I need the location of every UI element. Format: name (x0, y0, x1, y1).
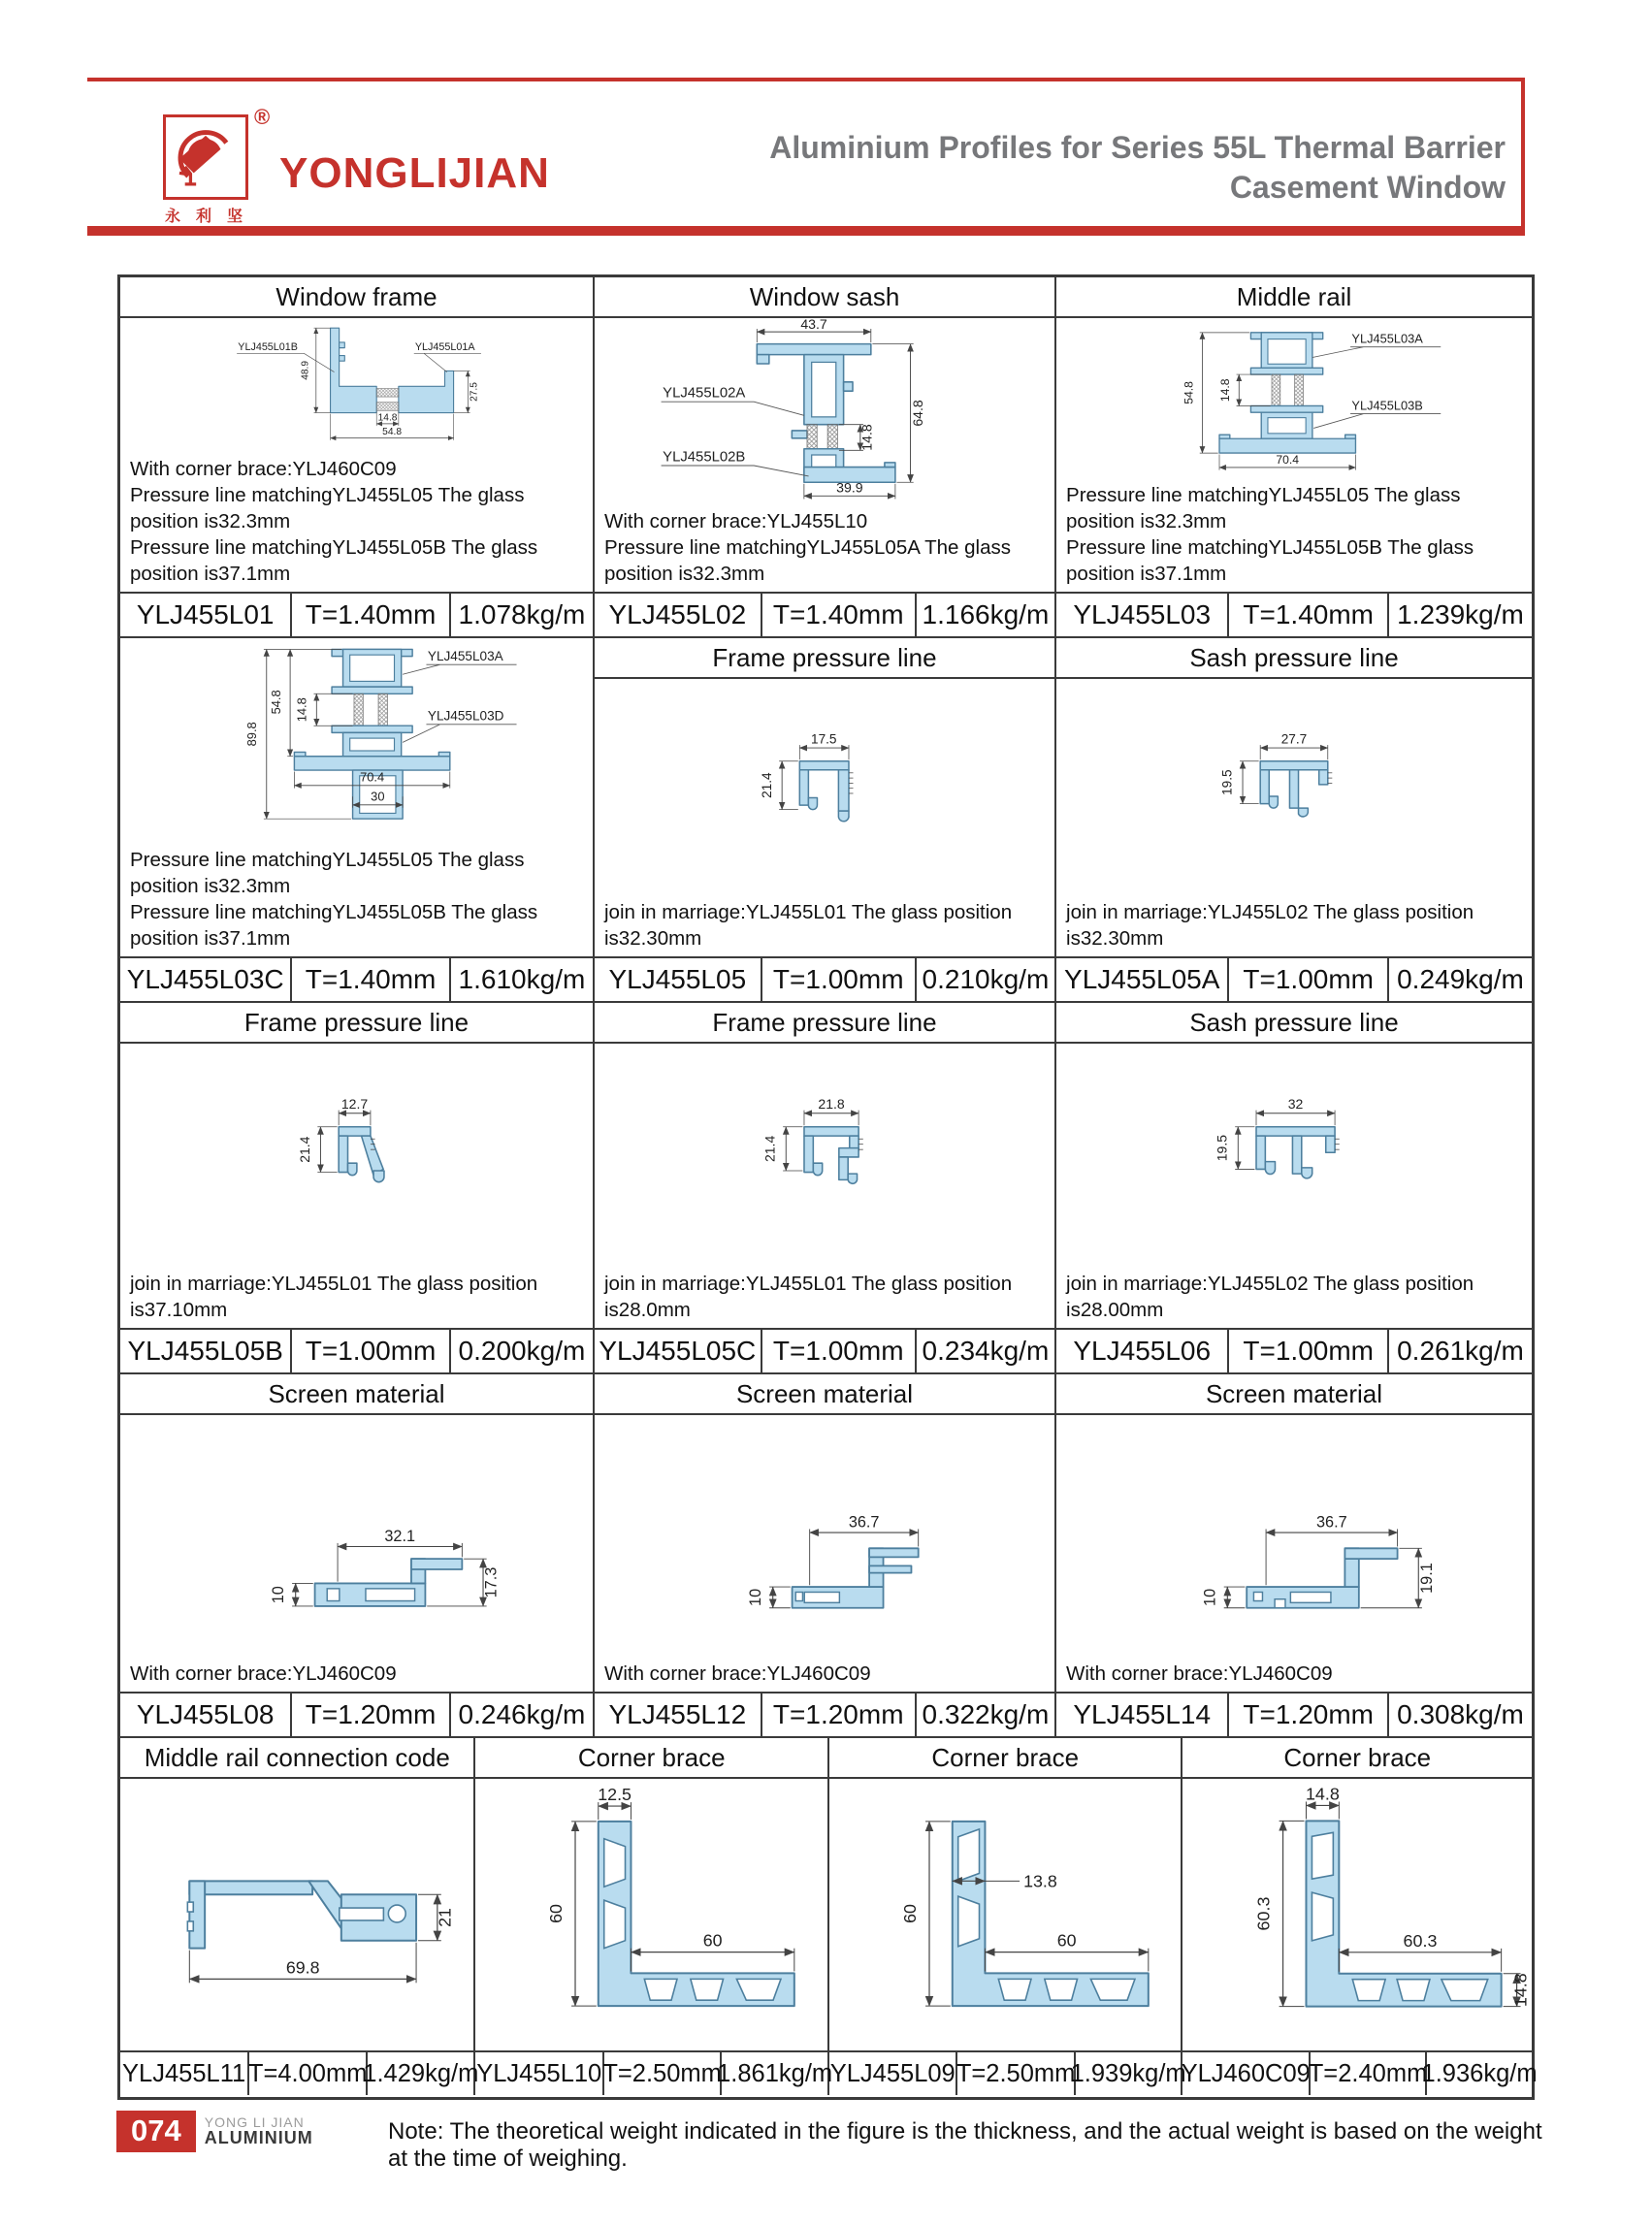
thickness: T=2.40mm (1309, 2052, 1427, 2095)
svg-text:21.4: 21.4 (759, 772, 774, 798)
cell-title: Frame pressure line (595, 1003, 1054, 1044)
svg-text:14.8: 14.8 (294, 697, 309, 723)
svg-text:60: 60 (1056, 1930, 1077, 1951)
weight: 0.246kg/m (458, 1699, 586, 1729)
cell-notes: join in marriage:YLJ455L01 The glass position is28.0mm (603, 1272, 1013, 1321)
profile-cell-ylj455l12 (595, 1374, 1056, 1736)
svg-text:21.4: 21.4 (761, 1135, 778, 1163)
profile-drawing (1182, 1779, 1532, 2050)
profile-cell-ylj455l09 (829, 1738, 1186, 2095)
cell-notes: join in marriage:YLJ455L01 The glass position is37.10mm (130, 1272, 538, 1321)
svg-text:69.8: 69.8 (285, 1957, 320, 1978)
model-code: YLJ455L03 (1073, 599, 1212, 629)
cell-footer (1056, 1692, 1532, 1736)
weight: 1.078kg/m (458, 599, 586, 629)
cell-title: Screen material (120, 1374, 593, 1415)
profile-drawing (829, 1779, 1182, 2050)
cell-footer (1056, 956, 1532, 1001)
footer-brand: YONG LI JIAN ALUMINIUM (204, 2113, 313, 2148)
profile-cell-ylj455l11 (120, 1738, 479, 2095)
svg-text:60: 60 (546, 1904, 567, 1923)
cell-footer (1056, 592, 1532, 636)
thickness: T=1.00mm (290, 1330, 451, 1372)
svg-text:21.4: 21.4 (296, 1136, 312, 1163)
cell-footer (595, 956, 1054, 1001)
thickness: T=1.20mm (761, 1694, 917, 1736)
table-row (120, 1738, 1538, 2095)
svg-text:70.4: 70.4 (360, 769, 385, 785)
part-label: YLJ455L02A (663, 385, 746, 402)
thickness: T=1.40mm (290, 958, 451, 1001)
profile-drawing (1056, 679, 1532, 899)
svg-text:54.8: 54.8 (269, 690, 284, 715)
model-code: YLJ455L03C (126, 964, 284, 994)
svg-text:17.5: 17.5 (811, 731, 837, 747)
cell-title: Corner brace (475, 1738, 827, 1779)
svg-text:60: 60 (703, 1930, 724, 1951)
svg-text:27.7: 27.7 (1280, 731, 1308, 747)
cell-footer (120, 1692, 593, 1736)
thickness: T=2.50mm (602, 2052, 722, 2095)
thickness: T=1.00mm (761, 958, 917, 1001)
cell-notes: With corner brace:YLJ460C09 (1066, 1661, 1333, 1685)
page-footer (116, 2111, 313, 2152)
cell-title: Sash pressure line (1056, 638, 1532, 679)
model-code: YLJ455L01 (136, 599, 275, 629)
page-number-badge: 074 (116, 2111, 196, 2152)
cell-notes: With corner brace:YLJ455L10 Pressure line matchingYLJ455L05A The glass position is32.3mm (603, 509, 1011, 585)
cell-title: Corner brace (829, 1738, 1182, 1779)
svg-text:10: 10 (270, 1586, 288, 1604)
cell-title: Corner brace (1182, 1738, 1532, 1779)
cell-footer (1181, 2050, 1538, 2095)
svg-text:17.3: 17.3 (482, 1566, 501, 1598)
svg-text:43.7: 43.7 (800, 318, 827, 332)
svg-text:19.1: 19.1 (1417, 1563, 1436, 1594)
profile-cell-ylj455l14 (1056, 1374, 1532, 1736)
profile-cell-ylj455l02 (595, 277, 1056, 636)
svg-text:36.7: 36.7 (1316, 1513, 1347, 1532)
model-code: YLJ455L02 (608, 599, 747, 629)
cell-footer (120, 1328, 593, 1372)
profile-cell-ylj455l05c (595, 1003, 1056, 1372)
cell-footer (829, 2050, 1186, 2095)
weight: 1.239kg/m (1397, 599, 1524, 629)
profile-cell-ylj455l08 (120, 1374, 595, 1736)
weight: 1.610kg/m (458, 964, 586, 994)
weight: 1.861kg/m (717, 2059, 833, 2087)
cell-footer (595, 1692, 1054, 1736)
brand-name: YONGLIJIAN (279, 149, 550, 197)
profile-cell-ylj455l03c (120, 638, 595, 1001)
svg-text:14.8: 14.8 (1306, 1784, 1341, 1804)
cell-title: Screen material (595, 1374, 1054, 1415)
brand-chinese: 永利坚 (165, 209, 259, 225)
cell-title: Window frame (120, 277, 593, 318)
weight: 0.308kg/m (1397, 1699, 1524, 1729)
svg-text:19.5: 19.5 (1219, 769, 1235, 795)
svg-text:14.8: 14.8 (1218, 378, 1233, 403)
page-title (769, 128, 1506, 208)
profile-cell-ylj455l06 (1056, 1003, 1532, 1372)
weight: 0.322kg/m (922, 1699, 1050, 1729)
cell-notes: With corner brace:YLJ460C09 Pressure line matchingYLJ455L05 The glass position is32.3mm Pressure line matchingYLJ455L05B The glass position is37.1mm (130, 457, 538, 585)
model-code: YLJ455L09 (829, 2059, 956, 2087)
svg-text:64.8: 64.8 (910, 400, 926, 427)
thickness: T=1.40mm (290, 594, 451, 636)
weight: 0.261kg/m (1397, 1336, 1524, 1366)
svg-text:36.7: 36.7 (848, 1513, 880, 1532)
cell-footer (120, 592, 593, 636)
svg-text:13.8: 13.8 (1023, 1871, 1057, 1891)
svg-text:10: 10 (1201, 1588, 1219, 1606)
profile-drawing (1056, 318, 1532, 482)
model-code: YLJ455L05B (127, 1336, 283, 1366)
weight: 1.936kg/m (1421, 2059, 1538, 2087)
thickness: T=1.40mm (1227, 594, 1389, 636)
cell-notes: Pressure line matchingYLJ455L05 The glass position is32.3mm Pressure line matchingYLJ455L05B The glass position is37.1mm (1066, 483, 1474, 585)
brand-logo-icon (163, 114, 248, 200)
svg-text:14.8: 14.8 (858, 424, 875, 451)
thickness: T=1.40mm (761, 594, 917, 636)
weight: 1.429kg/m (363, 2059, 479, 2087)
table-row (120, 277, 1532, 638)
cell-title: Sash pressure line (1056, 1003, 1532, 1044)
cell-notes: join in marriage:YLJ455L02 The glass position is32.30mm (1066, 900, 1474, 950)
profile-table (117, 274, 1538, 2100)
profile-cell-ylj455l05a (1056, 638, 1532, 1001)
svg-text:30: 30 (371, 789, 385, 804)
part-label: YLJ455L03B (1351, 398, 1423, 413)
model-code: YLJ460C09 (1181, 2059, 1311, 2087)
cell-notes: With corner brace:YLJ460C09 (130, 1661, 397, 1685)
profile-cell-ylj455l10 (475, 1738, 833, 2095)
svg-text:89.8: 89.8 (244, 722, 260, 747)
profile-drawing (595, 1044, 1054, 1271)
cell-footer (595, 1328, 1054, 1372)
svg-text:48.9: 48.9 (300, 360, 311, 380)
weight: 0.200kg/m (458, 1336, 586, 1366)
model-code: YLJ455L14 (1073, 1699, 1212, 1729)
cell-footer (475, 2050, 833, 2095)
cell-title: Frame pressure line (120, 1003, 593, 1044)
model-code: YLJ455L05A (1064, 964, 1220, 994)
profile-drawing (475, 1779, 827, 2050)
thickness: T=1.00mm (761, 1330, 917, 1372)
cell-notes: join in marriage:YLJ455L02 The glass position is28.00mm (1066, 1272, 1474, 1321)
part-label: YLJ455L01B (238, 340, 298, 353)
profile-cell-ylj455l05 (595, 638, 1056, 1001)
svg-text:19.5: 19.5 (1214, 1134, 1230, 1162)
svg-text:32: 32 (1287, 1096, 1304, 1113)
model-code: YLJ455L11 (122, 2059, 246, 2087)
model-code: YLJ455L10 (476, 2059, 602, 2087)
svg-text:60: 60 (900, 1904, 921, 1923)
svg-text:54.8: 54.8 (382, 427, 402, 438)
svg-text:21: 21 (435, 1908, 455, 1927)
cell-footer (120, 2050, 479, 2095)
svg-text:14.8: 14.8 (377, 412, 398, 424)
profile-drawing (595, 1415, 1054, 1661)
cell-title: Middle rail (1056, 277, 1532, 318)
cell-notes: With corner brace:YLJ460C09 (603, 1661, 871, 1685)
cell-footer (1056, 1328, 1532, 1372)
weight: 0.249kg/m (1397, 964, 1524, 994)
profile-drawing (1056, 1415, 1532, 1661)
part-label: YLJ455L03D (427, 708, 504, 724)
weight: 1.166kg/m (922, 599, 1050, 629)
model-code: YLJ455L08 (136, 1699, 275, 1729)
cell-title: Window sash (595, 277, 1054, 318)
profile-drawing (1056, 1044, 1532, 1271)
svg-text:12.7: 12.7 (340, 1096, 369, 1113)
model-code: YLJ455L05C (599, 1336, 757, 1366)
profile-cell-ylj455l01 (120, 277, 595, 636)
cell-notes: Pressure line matchingYLJ455L05 The glass position is32.3mm Pressure line matchingYLJ455L05B The glass position is37.1mm (130, 848, 538, 950)
profile-drawing (120, 638, 593, 847)
thickness: T=1.00mm (1227, 1330, 1389, 1372)
cell-notes: join in marriage:YLJ455L01 The glass position is32.30mm (603, 900, 1013, 950)
part-label: YLJ455L03A (1351, 331, 1423, 346)
weight: 0.210kg/m (922, 964, 1050, 994)
thickness: T=1.20mm (290, 1694, 451, 1736)
page-title-line1: Aluminium Profiles for Series 55L Thermal Barrier (769, 130, 1506, 165)
profile-drawing (595, 679, 1054, 899)
footer-note: Note: The theoretical weight indicated in the figure is the thickness, and the actual weight is based on the weight at the time of weighing. (388, 2118, 1542, 2172)
svg-text:12.5: 12.5 (598, 1785, 632, 1805)
svg-text:60.3: 60.3 (1404, 1930, 1438, 1951)
profile-drawing (120, 1779, 473, 2050)
table-row (120, 1003, 1532, 1374)
profile-drawing (595, 318, 1054, 508)
profile-drawing (120, 318, 593, 456)
part-label: YLJ455L01A (414, 340, 475, 353)
svg-text:10: 10 (747, 1588, 765, 1606)
cell-footer (120, 956, 593, 1001)
weight: 0.234kg/m (922, 1336, 1050, 1366)
svg-text:39.9: 39.9 (836, 479, 863, 496)
thickness: T=4.00mm (247, 2052, 368, 2095)
svg-text:27.5: 27.5 (469, 382, 480, 402)
svg-text:60.3: 60.3 (1254, 1896, 1275, 1931)
profile-drawing (120, 1415, 593, 1661)
profile-cell-ylj455l03 (1056, 277, 1532, 636)
table-row (120, 638, 1532, 1003)
thickness: T=2.50mm (956, 2052, 1075, 2095)
model-code: YLJ455L06 (1073, 1336, 1212, 1366)
page-title-line2: Casement Window (1229, 169, 1506, 205)
model-code: YLJ455L05 (608, 964, 747, 994)
cell-title: Frame pressure line (595, 638, 1054, 679)
thickness: T=1.20mm (1227, 1694, 1389, 1736)
thickness: T=1.00mm (1227, 958, 1389, 1001)
registered-mark: ® (254, 105, 271, 129)
weight: 1.939kg/m (1070, 2059, 1186, 2087)
cell-footer (595, 592, 1054, 636)
model-code: YLJ455L12 (608, 1699, 747, 1729)
part-label: YLJ455L03A (427, 648, 503, 663)
profile-cell-ylj460c09 (1181, 1738, 1538, 2095)
svg-text:70.4: 70.4 (1276, 452, 1300, 467)
svg-text:54.8: 54.8 (1182, 381, 1196, 404)
svg-text:32.1: 32.1 (384, 1528, 416, 1546)
page-header (87, 78, 1525, 236)
cell-title: Middle rail connection code (120, 1738, 473, 1779)
profile-cell-ylj455l05b (120, 1003, 595, 1372)
svg-text:21.8: 21.8 (818, 1096, 845, 1113)
table-row (120, 1374, 1532, 1738)
cell-title: Screen material (1056, 1374, 1532, 1415)
part-label: YLJ455L02B (663, 449, 746, 466)
profile-drawing (120, 1044, 593, 1271)
svg-text:14.8: 14.8 (1511, 1973, 1532, 2008)
